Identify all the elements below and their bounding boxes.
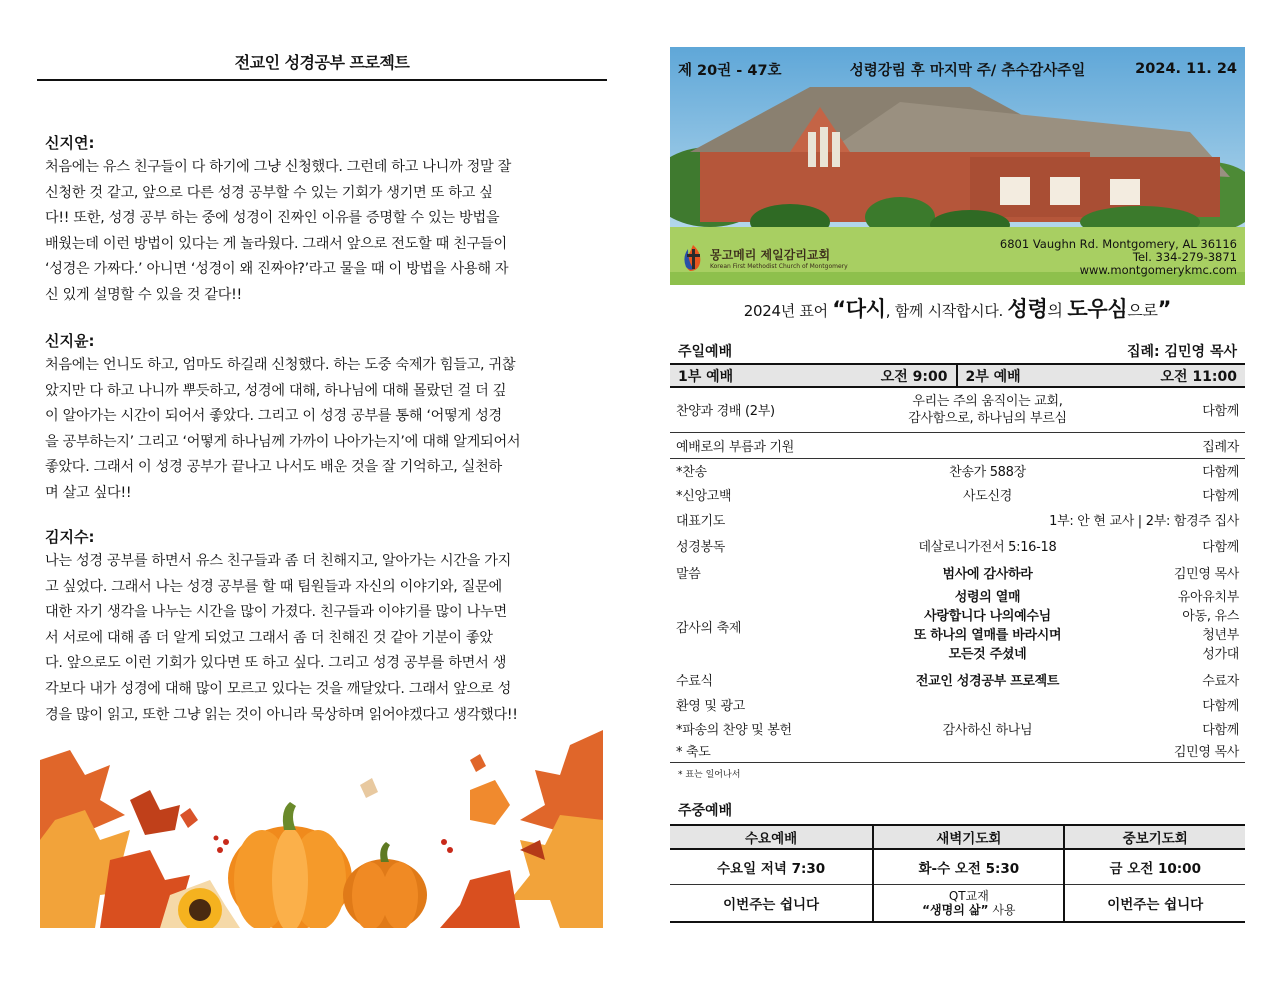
midweek-time-row <box>670 849 1245 885</box>
order-of-worship <box>670 388 1245 763</box>
bulletin-date: 2024. 11. 24 <box>1135 61 1237 77</box>
testimony-line: 좋았다. 그래서 이 성경 공부가 끝나고 나서도 배운 것을 잘 기억하고, 실천하 <box>45 459 502 476</box>
order-row <box>670 740 1245 762</box>
service-times-bar <box>670 363 1245 388</box>
order-by-line: 유아유치부 <box>1177 590 1239 605</box>
order-by-line: 아동, 유스 <box>1182 609 1239 624</box>
testimony-body <box>45 353 597 507</box>
address-tel: Tel. 334-279-3871 <box>1132 250 1237 264</box>
motto-text: 으로 <box>1127 301 1158 320</box>
order-by-line: 성가대 <box>1202 647 1239 662</box>
left-page <box>37 50 607 723</box>
order-by <box>1135 586 1245 666</box>
testimony-line: 신청한 것 같고, 앞으로 다른 성경 공부할 수 있는 기회가 생기면 또 하고 싶 <box>45 184 493 201</box>
wednesday-service-note: 이번주는 쉽니다 <box>670 885 873 922</box>
testimony-line: 신 있게 설명할 수 있을 것 같다!! <box>45 286 242 303</box>
order-row <box>670 432 1245 458</box>
order-content-line: 사랑합니다 나의예수님 <box>924 609 1051 624</box>
order-content-line: 모든것 주셨네 <box>948 647 1027 662</box>
order-content: 사도신경 <box>962 488 1013 504</box>
order-item: * 축도 <box>670 740 840 762</box>
order-content <box>840 586 1135 666</box>
first-service <box>670 365 958 386</box>
sunday-service-title: 주일예배 <box>678 344 733 360</box>
order-item: 찬양과 경배 (2부) <box>670 388 840 432</box>
order-by: 집례자 <box>1135 432 1245 458</box>
order-item: *찬송 <box>676 464 707 480</box>
midweek-table <box>670 824 1245 923</box>
dawn-prayer-header: 새벽기도회 <box>873 825 1064 849</box>
testimony-2 <box>45 330 597 507</box>
address-website: www.montgomerykmc.com <box>1079 263 1237 277</box>
order-by: 다함께 <box>1202 539 1239 555</box>
church-logo <box>680 243 848 273</box>
second-service-time: 오전 11:00 <box>1160 368 1237 385</box>
standing-note: * 표는 일어나서 <box>678 769 741 780</box>
motto-word-help: 도우심 <box>1067 297 1128 321</box>
order-content-line: 감사함으로, 하나님의 부르심 <box>908 410 1067 426</box>
testimony-line: 다!! 또한, 성경 공부 하는 중에 성경이 진짜인 이유를 증명할 수 있는 방법을 <box>45 210 500 227</box>
order-by: 다함께 <box>1202 722 1239 738</box>
order-item: *신앙고백 <box>676 488 732 504</box>
second-service-label: 2부 예배 <box>965 368 1021 385</box>
motto-text: 의 <box>1047 301 1068 320</box>
order-content <box>840 432 1135 458</box>
testimony-line: 며 살고 싶다!! <box>45 484 132 501</box>
order-content <box>840 692 1135 716</box>
order-item: 말씀 <box>676 566 701 582</box>
order-item: 환영 및 광고 <box>676 698 745 714</box>
testimony-3 <box>45 526 597 728</box>
sermon-title: 범사에 감사하라 <box>942 566 1033 582</box>
qt-material-note <box>873 885 1064 922</box>
testimony-line: 배웠는데 이런 방법이 있다는 게 놀라웠다. 그래서 앞으로 전도할 때 친구들이 <box>45 235 507 252</box>
motto-text: , 함께 시작합시다. <box>885 302 1008 320</box>
order-item: 감사의 축제 <box>676 620 742 636</box>
order-item: 수료식 <box>676 673 713 689</box>
order-content-line: 성령의 열매 <box>954 590 1021 605</box>
motto-quote-close: ” <box>1157 297 1172 321</box>
wednesday-service-header: 수요예배 <box>670 825 873 849</box>
motto-prefix: 2024년 표어 <box>743 302 828 320</box>
second-service <box>958 366 1246 386</box>
order-content: 데살로니가전서 5:16-18 <box>918 539 1057 555</box>
wednesday-service-time: 수요일 저녁 7:30 <box>670 849 873 885</box>
order-item: 성경봉독 <box>676 539 726 555</box>
testimony-line: 을 공부하는지’ 그리고 ‘어떻게 하나님께 가까이 나아가는지’에 대해 알게되어서 <box>45 433 521 450</box>
order-row <box>670 586 1245 666</box>
dawn-prayer-time: 화-수 오전 5:30 <box>873 849 1064 885</box>
first-service-time: 오전 9:00 <box>880 368 948 385</box>
order-content-line: 또 하나의 열매를 바라시며 <box>913 628 1062 643</box>
sunday-title: 성령강림 후 마지막 주/ 추수감사주일 <box>849 62 1086 79</box>
order-content: 전교인 성경공부 프로젝트 <box>915 673 1060 689</box>
church-banner <box>670 47 1245 285</box>
testimony-line: 다. 앞으로도 이런 기회가 있다면 또 하고 싶다. 그리고 성경 공부를 하면서 생 <box>45 655 507 672</box>
order-row <box>670 506 1245 532</box>
order-row <box>670 532 1245 558</box>
church-name-english: Korean First Methodist Church of Montgomery <box>710 263 848 270</box>
order-item: 대표기도 <box>676 513 726 529</box>
intercessory-prayer-header: 중보기도회 <box>1064 825 1245 849</box>
testimony-line: 각보다 내가 성경에 대해 많이 모르고 있다는 것을 깨달았다. 그래서 앞으로 성 <box>45 680 512 697</box>
service-leader: 집례: 김민영 목사 <box>1126 344 1237 360</box>
church-address <box>1000 238 1237 277</box>
testimony-body <box>45 549 597 728</box>
order-content <box>840 388 1135 432</box>
order-content <box>840 740 1135 762</box>
order-content-line: 우리는 주의 움직이는 교회, <box>912 393 1063 409</box>
methodist-cross-flame-icon <box>680 243 706 273</box>
order-row <box>670 482 1245 506</box>
testimony-line: ‘성경은 가짜다.’ 아니면 ‘성경이 왜 진짜야?’라고 물을 때 이 방법을 사용해 자 <box>45 261 509 278</box>
order-row <box>670 716 1245 740</box>
order-item: *파송의 찬양 및 봉헌 <box>676 722 792 738</box>
church-name-korean: 몽고메리 제일감리교회 <box>710 248 831 262</box>
intercessory-prayer-note: 이번주는 쉽니다 <box>1064 885 1245 922</box>
left-page-title: 전교인 성경공부 프로젝트 <box>37 50 607 81</box>
testimony-line: 처음에는 언니도 하고, 엄마도 하길래 신청했다. 하는 도중 숙제가 힘들고, 귀찮 <box>45 357 516 373</box>
volume-number: 제 20권 - 47호 <box>678 62 782 79</box>
testimony-line: 대한 자기 생각을 나누는 시간을 많이 가졌다. 친구들과 이야기를 많이 나누면 <box>45 604 507 621</box>
address-street: 6801 Vaughn Rd. Montgomery, AL 36116 <box>999 237 1237 251</box>
midweek-note-row <box>670 885 1245 922</box>
order-row <box>670 692 1245 716</box>
motto-word-spirit: 성령 <box>1007 297 1048 321</box>
testimony-line: 았지만 다 하고 나니까 뿌듯하고, 성경에 대해, 하나님에 대해 몰랐던 걸 더 깊 <box>45 382 507 399</box>
testimony-line: 처음에는 유스 친구들이 다 하기에 그냥 신청했다. 그런데 하고 나니까 정말 잘 <box>45 159 512 175</box>
order-content: 감사하신 하나님 <box>942 722 1033 738</box>
order-by: 다함께 <box>1202 698 1239 714</box>
testimony-1 <box>45 132 597 309</box>
testimony-name: 신지윤: <box>45 332 95 350</box>
motto-quote-open: “ <box>832 297 846 321</box>
intercessory-prayer-time: 금 오전 10:00 <box>1064 849 1245 885</box>
first-service-label: 1부 예배 <box>678 368 734 385</box>
right-page <box>670 47 1245 923</box>
order-by: 다함께 <box>1135 388 1245 432</box>
order-item: 예배로의 부름과 기원 <box>670 432 840 458</box>
motto-word-again: 다시 <box>845 297 886 321</box>
order-by: 김민영 목사 <box>1135 740 1245 762</box>
bulletin-header <box>670 47 1245 91</box>
order-content: 찬송가 588장 <box>949 464 1026 480</box>
order-by: 다함께 <box>1202 488 1239 504</box>
order-row <box>670 458 1245 482</box>
testimony-name: 신지연: <box>45 134 95 152</box>
testimony-body <box>45 155 597 309</box>
testimony-line: 고 싶었다. 그래서 나는 성경 공부를 할 때 팀원들과 자신의 이야기와, 질문에 <box>45 578 502 595</box>
order-by-line: 청년부 <box>1202 628 1239 643</box>
year-motto <box>670 293 1245 323</box>
order-row <box>670 558 1245 586</box>
testimony-line: 경을 많이 읽고, 또한 그냥 읽는 것이 아니라 묵상하며 읽어야겠다고 생각했다!! <box>45 706 518 723</box>
order-by: 김민영 목사 <box>1173 566 1239 582</box>
autumn-pumpkin-illustration <box>40 730 603 928</box>
sunday-service-header <box>670 341 1245 363</box>
order-by: 수료자 <box>1202 673 1239 689</box>
qt-label: QT교재 <box>948 888 989 903</box>
qt-book: “생명의 삶” <box>922 902 989 917</box>
order-row <box>670 666 1245 692</box>
order-by: 다함께 <box>1202 464 1239 480</box>
midweek-title: 주중예배 <box>678 802 733 819</box>
testimony-line: 서 서로에 대해 좀 더 알게 되었고 그래서 좀 더 친해진 것 같아 기분이 좋았 <box>45 629 493 646</box>
order-by: 1부: 안 현 교사 | 2부: 함경주 집사 <box>1049 513 1239 529</box>
midweek-header-row <box>670 825 1245 849</box>
testimony-line: 나는 성경 공부를 하면서 유스 친구들과 좀 더 친해지고, 알아가는 시간을 가지 <box>45 553 512 569</box>
order-row <box>670 388 1245 432</box>
testimony-line: 이 알아가는 시간이 되어서 좋았다. 그리고 이 성경 공부를 통해 ‘어떻게 성경 <box>45 408 502 425</box>
qt-use: 사용 <box>988 902 1016 917</box>
testimony-name: 김지수: <box>45 528 95 546</box>
